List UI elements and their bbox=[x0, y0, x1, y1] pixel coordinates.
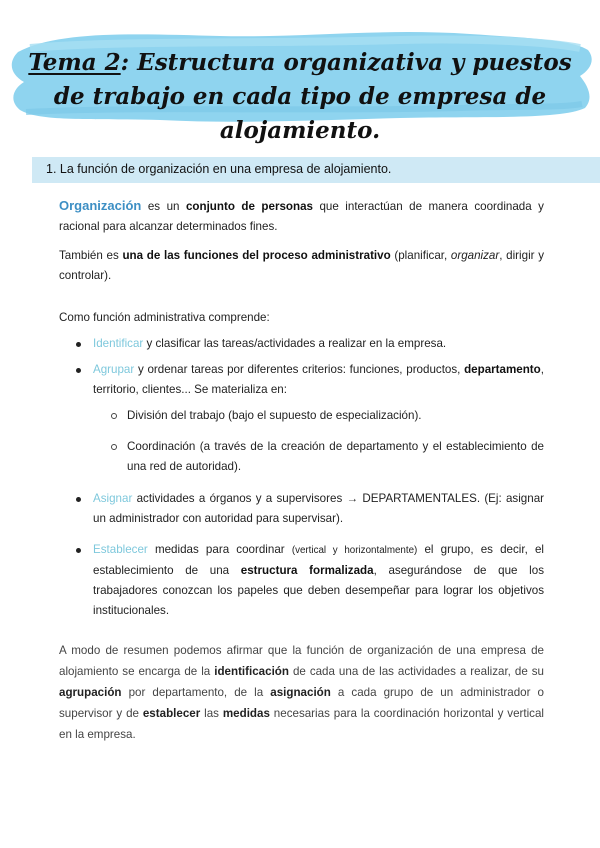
bold-text: departamento bbox=[464, 363, 541, 376]
text: , territorio, clientes... Se materializa en: bbox=[93, 363, 544, 396]
bold-text: una de las funciones del proceso administrativo bbox=[122, 249, 391, 262]
text: que interactúan de manera coordinada y racional para alcanzar determinados fines. bbox=[59, 200, 544, 233]
text: A modo de resumen podemos afirmar que la función de organización de una empresa de alojamiento se encarga de la bbox=[59, 644, 544, 678]
highlight-establecer: Establecer bbox=[93, 543, 148, 556]
bold-text: establecer bbox=[142, 707, 201, 720]
paragraph-intro-list: Como función administrativa comprende: bbox=[59, 311, 270, 324]
bold-text: agrupación bbox=[59, 686, 122, 699]
small-text: (vertical y horizontalmente) bbox=[291, 545, 418, 556]
title-rest: : Estructura organizativa y puestos de trabajo en cada tipo de empresa de alojamiento. bbox=[53, 49, 572, 144]
text: y ordenar tareas por diferentes criterios: funciones, productos, bbox=[134, 363, 465, 376]
title-prefix: Tema 2 bbox=[28, 49, 121, 76]
list-item bbox=[59, 334, 544, 354]
text: el grupo, es decir, el establecimiento de una bbox=[93, 543, 545, 577]
text: las bbox=[200, 707, 223, 720]
text: , dirigir y controlar). bbox=[59, 249, 544, 282]
paragraph-definition bbox=[59, 196, 544, 237]
text: por departamento, de la bbox=[121, 686, 271, 699]
title-banner bbox=[0, 0, 600, 144]
keyword-organizacion: Organización bbox=[59, 198, 142, 213]
highlight-agrupar: Agrupar bbox=[93, 363, 135, 376]
sub-list-item: Coordinación (a través de la creación de departamento y el establecimiento de una red de autoridad). bbox=[91, 437, 544, 477]
text: medidas para coordinar bbox=[147, 543, 292, 556]
list-item bbox=[59, 540, 544, 621]
bold-text: identificación bbox=[214, 665, 289, 678]
text: de cada una de las actividades a realizar, de su bbox=[288, 665, 544, 678]
text: y clasificar las tareas/actividades a realizar en la empresa. bbox=[143, 337, 447, 350]
highlight-identificar: Identificar bbox=[93, 337, 144, 350]
highlight-asignar: Asignar bbox=[93, 492, 133, 505]
bold-text: asignación bbox=[270, 686, 331, 699]
sub-list-item: División del trabajo (bajo el supuesto de especialización). bbox=[91, 406, 544, 426]
text: (planificar, bbox=[390, 249, 451, 262]
sub-list bbox=[91, 406, 544, 477]
list-item bbox=[59, 360, 544, 477]
bold-text: conjunto de personas bbox=[185, 200, 313, 213]
list-item bbox=[59, 489, 544, 529]
text: a cada grupo de un administrador o supervisor y de bbox=[59, 686, 544, 720]
bold-text: medidas bbox=[222, 707, 270, 720]
text: actividades a órganos y a supervisores → DEPARTAMENTALES. (Ej: asignar un administrador con autoridad para supervisar). bbox=[93, 492, 544, 525]
text: es un bbox=[141, 200, 186, 213]
text: necesarias para la coordinación horizontal y vertical en la empresa. bbox=[59, 707, 545, 741]
text: También es bbox=[59, 249, 123, 262]
bold-text: estructura formalizada bbox=[240, 564, 374, 577]
function-list bbox=[59, 334, 544, 621]
text: , asegurándose de que los trabajadores conozcan los papeles que deben desempeñar para lograr los objetivos institucionales. bbox=[93, 564, 544, 617]
section-title: 1. La función de organización en una empresa de alojamiento. bbox=[46, 162, 392, 176]
italic-text: organizar bbox=[450, 249, 500, 262]
summary-paragraph bbox=[59, 640, 544, 745]
page-title bbox=[20, 46, 580, 148]
paragraph-function bbox=[59, 246, 544, 286]
document-body bbox=[59, 196, 544, 641]
